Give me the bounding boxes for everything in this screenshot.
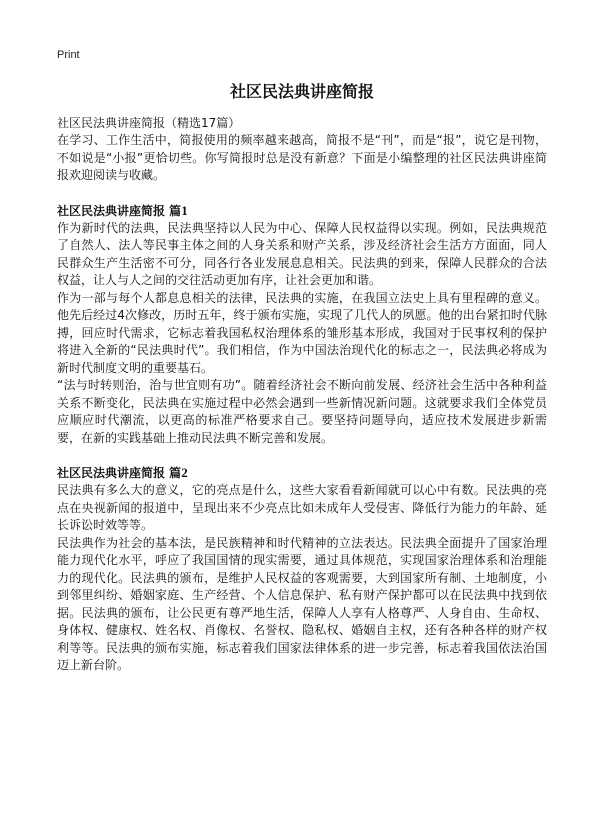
section-heading-2 <box>57 464 547 482</box>
document-page <box>57 48 547 675</box>
section-heading-2-number: 2 <box>181 465 188 480</box>
section-heading-1-number: 1 <box>181 202 188 218</box>
page-title: 社区民法典讲座简报 <box>229 82 374 101</box>
section-1-paragraph-1: 作为新时代的法典，民法典坚持以人民为中心、保障人民权益得以实现。例如，民法典规范了自然人、法人等民事主体之间的人身关系和财产关系，涉及经济社会生活方方面面，同人民群众生产生活密不可分，同各行各业发展息息相关。民法典的到来，保障人民群众的合法权益，让人与人之间的交往活动更加有序，让社会更加和谐。 <box>57 220 547 287</box>
section-heading-1 <box>57 202 547 220</box>
section-heading-2-text: 社区民法典讲座简报 篇 <box>57 466 182 480</box>
section-1-paragraph-2: 作为一部与每个人都息息相关的法律，民法典的实施，在我国立法史上具有里程碑的意义。他先后经过4次修改，历时五年，终于颁布实施，实现了几代人的夙愿。他的出台紧扣时代脉搏，回应时代需求，它标志着我国私权治理体系的雏形基本形成，我国对于民事权利的保护将进入全新的“民法典时代”。我们相信，作为中国法治现代化的标志之一，民法典必将成为新时代制度文明的重要基石。 <box>57 290 547 375</box>
print-link[interactable]: Print <box>57 49 80 61</box>
section-1-paragraph-3: “法与时转则治，治与世宜则有功”。随着经济社会不断向前发展、经济社会生活中各种利益关系不断变化，民法典在实施过程中必然会遇到一些新情况新问题。这就要求我们全体党员应顺应时代潮流，以更高的标准严格要求自己。要坚持问题导向，适应技术发展进步新需要，在新的实践基础上推动民法典不断完善和发展。 <box>57 378 547 445</box>
document-subtitle: 社区民法典讲座简报（精选17篇） <box>57 116 241 130</box>
section-heading-1-text: 社区民法典讲座简报 篇 <box>57 203 182 218</box>
intro-paragraph: 在学习、工作生活中，简报使用的频率越来越高，简报不是“刊”，而是“报”，说它是刊物，不如说是“小报”更恰切些。你写简报时总是没有新意？下面是小编整理的社区民法典讲座简报欢迎阅读与收藏。 <box>57 133 547 182</box>
section-2-paragraph-2: 民法典作为社会的基本法，是民族精神和时代精神的立法表达。民法典全面提升了国家治理能力现代化水平，呼应了我国国情的现实需要，通过具体规范，实现国家治理体系和治理能力的现代化。民法典的颁布，是维护人民权益的客观需要，大到国家所有制、土地制度，小到邻里纠纷、婚姻家庭、生产经营、个人信息保护、私有财产保护都可以在民法典中找到依据。民法典的颁布，让公民更有尊严地生活，保障人人享有人格尊严、人身自由、生命权、身体权、健康权、姓名权、肖像权、名誉权、隐私权、婚姻自主权，还有各种各样的财产权利等等。民法典的颁布实施，标志着我们国家法律体系的进一步完善，标志着我国依法治国迈上新台阶。 <box>57 535 547 672</box>
section-2-paragraph-1: 民法典有多么大的意义，它的亮点是什么，这些大家看看新闻就可以心中有数。民法典的亮点在央视新闻的报道中，呈现出来不少亮点比如未成年人受侵害、降低行为能力的年龄、延长诉讼时效等等。 <box>57 483 547 532</box>
